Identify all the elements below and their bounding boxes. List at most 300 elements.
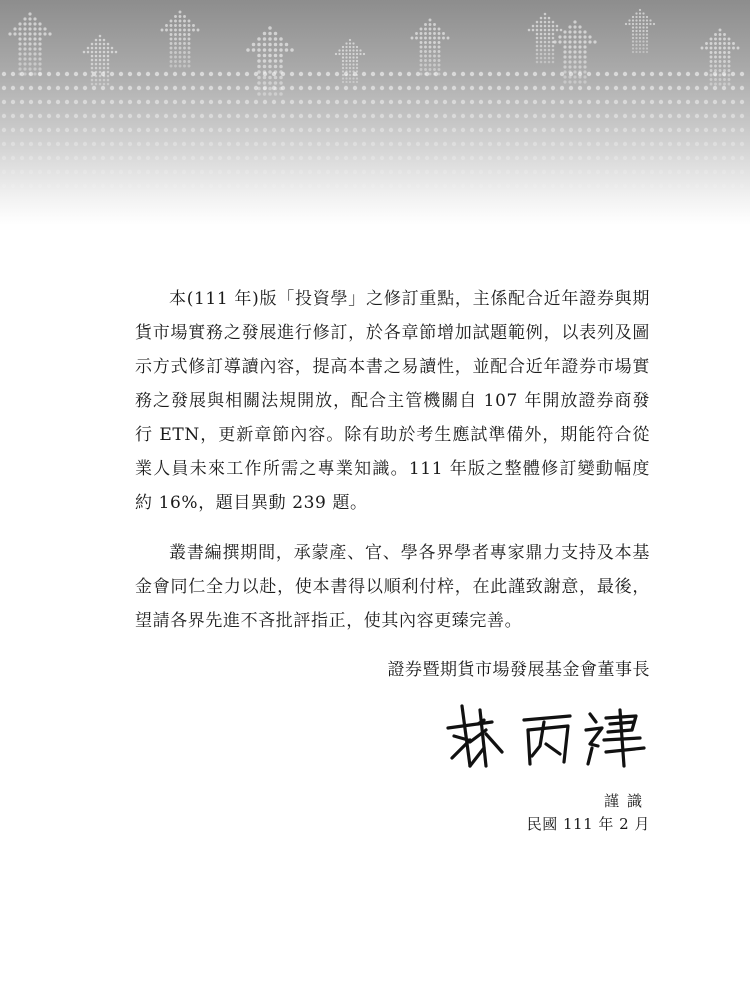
banner-dot [710, 60, 713, 63]
banner-dot [183, 56, 186, 59]
banner-dot [398, 184, 402, 188]
banner-dot [11, 114, 15, 118]
banner-dot [101, 114, 105, 118]
banner-dot [583, 40, 586, 43]
banner-dot [188, 60, 191, 63]
banner-dot [146, 72, 150, 76]
banner-dot [188, 33, 191, 36]
banner-dot [548, 53, 551, 56]
banner-dot [38, 32, 41, 35]
banner-dot [2, 72, 6, 76]
banner-dot [587, 114, 591, 118]
banner-dot [38, 156, 42, 160]
banner-dot [563, 40, 566, 43]
banner-dot [38, 67, 41, 70]
banner-dot [506, 170, 510, 174]
banner-dot [713, 128, 717, 132]
banner-dot [578, 128, 582, 132]
banner-dot [614, 184, 618, 188]
banner-dot [245, 184, 249, 188]
banner-dot [677, 86, 681, 90]
banner-dot [43, 27, 46, 30]
banner-dot [18, 72, 21, 75]
banner-dot [548, 57, 551, 60]
banner-dot [179, 60, 182, 63]
banner-dot [568, 50, 571, 53]
banner-dot [544, 33, 547, 36]
banner-dot [257, 48, 261, 52]
banner-dot [353, 114, 357, 118]
banner-dot [155, 100, 159, 104]
banner-dot [164, 184, 168, 188]
banner-dot [38, 184, 42, 188]
banner-dot [317, 156, 321, 160]
banner-dot [95, 83, 98, 86]
banner-dot [110, 114, 114, 118]
banner-dot [65, 156, 69, 160]
banner-dot [614, 114, 618, 118]
banner-dot [552, 29, 555, 32]
banner-dot [740, 156, 744, 160]
banner-dot [532, 29, 535, 32]
banner-dot [479, 86, 483, 90]
banner-dot [103, 43, 106, 46]
banner-dot [356, 63, 358, 65]
banner-dot [342, 70, 344, 72]
banner-dot [407, 142, 411, 146]
banner-dot [23, 47, 26, 50]
banner-dot [227, 72, 231, 76]
banner-dot [290, 86, 294, 90]
banner-dot [281, 100, 285, 104]
banner-dot [596, 86, 600, 90]
banner-dot [352, 46, 354, 48]
banner-dot [695, 142, 699, 146]
banner-dot [353, 128, 357, 132]
banner-dot [92, 184, 96, 188]
banner-dot [632, 170, 636, 174]
banner-dot [540, 29, 543, 32]
banner-dot [170, 47, 173, 50]
banner-dot [18, 42, 21, 45]
banner-dot [635, 16, 637, 18]
banner-dot [23, 62, 26, 65]
header-banner [0, 0, 750, 225]
banner-dot [99, 75, 102, 78]
banner-dot [443, 100, 447, 104]
banner-dot [434, 100, 438, 104]
banner-dot [623, 156, 627, 160]
banner-dot [356, 53, 358, 55]
banner-dot [183, 24, 186, 27]
banner-dot [722, 156, 726, 160]
banner-dot [686, 156, 690, 160]
signature-icon [440, 700, 650, 770]
banner-dot [263, 76, 267, 80]
banner-dot [568, 40, 571, 43]
banner-dot [704, 156, 708, 160]
banner-dot [515, 114, 519, 118]
banner-dot [353, 100, 357, 104]
banner-dot [420, 46, 423, 49]
banner-dot [174, 65, 177, 68]
banner-dot [642, 33, 644, 35]
banner-dot [245, 100, 249, 104]
banner-dot [380, 100, 384, 104]
banner-dot [563, 35, 566, 38]
banner-dot [536, 49, 539, 52]
banner-dot [29, 184, 33, 188]
banner-dot [731, 170, 735, 174]
banner-dot [578, 60, 581, 63]
banner-dot [632, 26, 634, 28]
banner-dot [236, 128, 240, 132]
banner-dot [91, 71, 94, 74]
banner-dot [398, 142, 402, 146]
banner-dot [641, 184, 645, 188]
banner-dot [47, 72, 51, 76]
banner-dot [719, 69, 722, 72]
banner-dot [362, 100, 366, 104]
banner-dot [362, 114, 366, 118]
banner-dot [28, 57, 31, 60]
banner-dot [268, 76, 272, 80]
banner-dot [587, 184, 591, 188]
banner-dot [714, 69, 717, 72]
banner-dot [420, 37, 423, 40]
banner-dot [356, 77, 358, 79]
banner-dot [11, 156, 15, 160]
banner-dot [91, 47, 94, 50]
banner-dot [569, 114, 573, 118]
banner-dot [164, 114, 168, 118]
banner-dot [173, 170, 177, 174]
banner-dot [416, 86, 420, 90]
banner-dot [33, 62, 36, 65]
banner-dot [723, 56, 726, 59]
banner-dot [335, 72, 339, 76]
banner-dot [420, 28, 423, 31]
banner-dot [345, 46, 347, 48]
banner-dot [650, 114, 654, 118]
banner-dot [23, 17, 26, 20]
banner-dot [119, 156, 123, 160]
banner-dot [686, 184, 690, 188]
banner-dot [389, 170, 393, 174]
banner-dot [659, 72, 663, 76]
banner-dot [443, 114, 447, 118]
banner-dot [74, 114, 78, 118]
banner-dot [548, 61, 551, 64]
banner-dot [326, 72, 330, 76]
banner-dot [345, 56, 347, 58]
banner-dot [317, 100, 321, 104]
banner-dot [257, 70, 261, 74]
banner-dot [183, 29, 186, 32]
banner-dot [429, 46, 432, 49]
banner-dot [20, 100, 24, 104]
banner-dot [639, 26, 641, 28]
banner-dot [719, 60, 722, 63]
banner-dot [218, 170, 222, 174]
banner-dot [164, 170, 168, 174]
banner-dot [74, 170, 78, 174]
banner-dot [650, 72, 654, 76]
banner-dot [714, 38, 717, 41]
banner-dot [723, 47, 726, 50]
banner-dot [544, 49, 547, 52]
banner-dot [218, 128, 222, 132]
banner-dot [563, 60, 566, 63]
banner-dot [433, 64, 436, 67]
banner-dot [245, 86, 249, 90]
banner-dot [635, 47, 637, 49]
banner-dot [2, 156, 6, 160]
banner-dot [344, 184, 348, 188]
banner-dot [352, 74, 354, 76]
banner-dot [254, 100, 258, 104]
banner-dot [533, 86, 537, 90]
banner-dot [424, 64, 427, 67]
banner-dot [540, 45, 543, 48]
banner-dot [91, 63, 94, 66]
banner-dot [279, 48, 283, 52]
banner-dot [407, 114, 411, 118]
banner-dot [209, 114, 213, 118]
banner-dot [573, 25, 576, 28]
banner-dot [650, 170, 654, 174]
banner-dot [563, 75, 566, 78]
banner-dot [344, 86, 348, 90]
banner-dot [83, 142, 87, 146]
banner-dot [420, 68, 423, 71]
banner-dot [714, 47, 717, 50]
banner-dot [200, 170, 204, 174]
banner-dot [722, 86, 726, 90]
banner-dot [290, 156, 294, 160]
banner-dot [349, 56, 351, 58]
banner-dot [713, 184, 717, 188]
banner-dot [719, 78, 722, 81]
banner-dot [188, 38, 191, 41]
banner-dot [497, 184, 501, 188]
banner-dot [578, 65, 581, 68]
banner-dot [56, 128, 60, 132]
banner-dot [639, 33, 641, 35]
banner-dot [713, 100, 717, 104]
banner-dot [563, 65, 566, 68]
banner-dot [704, 170, 708, 174]
banner-dot [420, 55, 423, 58]
banner-dot [632, 184, 636, 188]
banner-dot [87, 51, 90, 54]
banner-dot [649, 19, 651, 21]
banner-dot [170, 65, 173, 68]
banner-dot [33, 52, 36, 55]
banner-dot [740, 86, 744, 90]
banner-dot [65, 128, 69, 132]
banner-dot [560, 170, 564, 174]
banner-dot [137, 128, 141, 132]
banner-dot [552, 53, 555, 56]
banner-dot [362, 142, 366, 146]
banner-dot [497, 142, 501, 146]
banner-dot [146, 114, 150, 118]
banner-dot [425, 156, 429, 160]
banner-dot [179, 42, 182, 45]
banner-dot [635, 40, 637, 42]
banner-dot [91, 67, 94, 70]
banner-dot [587, 128, 591, 132]
banner-dot [578, 156, 582, 160]
banner-dot [161, 29, 164, 32]
banner-dot [470, 170, 474, 174]
banner-dot [174, 29, 177, 32]
banner-dot [174, 42, 177, 45]
banner-dot [290, 114, 294, 118]
banner-dot [506, 142, 510, 146]
banner-dot [107, 51, 110, 54]
banner-dot [111, 47, 114, 50]
banner-dot [308, 128, 312, 132]
banner-dot [719, 47, 722, 50]
banner-dot [356, 56, 358, 58]
banner-dot [722, 114, 726, 118]
banner-dot [713, 86, 717, 90]
banner-dot [542, 170, 546, 174]
banner-dot [563, 55, 566, 58]
banner-dot [632, 86, 636, 90]
banner-dot [263, 43, 267, 47]
banner-dot [568, 75, 571, 78]
banner-dot [146, 86, 150, 90]
banner-dot [137, 170, 141, 174]
banner-dot [677, 114, 681, 118]
banner-dot [641, 142, 645, 146]
banner-dot [563, 80, 566, 83]
banner-dot [605, 72, 609, 76]
banner-dot [686, 100, 690, 104]
banner-dot [442, 37, 445, 40]
banner-dot [65, 170, 69, 174]
banner-dot [101, 100, 105, 104]
banner-dot [342, 67, 344, 69]
banner-dot [704, 72, 708, 76]
banner-dot [299, 86, 303, 90]
banner-dot [506, 72, 510, 76]
banner-dot [218, 156, 222, 160]
banner-dot [227, 100, 231, 104]
banner-dot [274, 54, 278, 58]
banner-dot [556, 29, 559, 32]
banner-dot [714, 33, 717, 36]
banner-dot [639, 51, 641, 53]
banner-dot [209, 184, 213, 188]
banner-dot [425, 170, 429, 174]
banner-dot [28, 62, 31, 65]
banner-dot [434, 142, 438, 146]
banner-dot [443, 142, 447, 146]
banner-dot [345, 81, 347, 83]
banner-dot [183, 15, 186, 18]
banner-dot [536, 21, 539, 24]
banner-dot [452, 128, 456, 132]
banner-dot [470, 100, 474, 104]
banner-dot [380, 184, 384, 188]
banner-dot [639, 37, 641, 39]
banner-dot [731, 86, 735, 90]
banner-dot [596, 170, 600, 174]
banner-dot [536, 57, 539, 60]
banner-dot [263, 142, 267, 146]
banner-dot [20, 114, 24, 118]
banner-dot [188, 47, 191, 50]
banner-dot [200, 100, 204, 104]
banner-dot [416, 128, 420, 132]
banner-dot [632, 51, 634, 53]
banner-dot [359, 49, 361, 51]
banner-dot [246, 48, 250, 52]
banner-dot [28, 42, 31, 45]
banner-dot [533, 184, 537, 188]
banner-dot [429, 68, 432, 71]
banner-dot [263, 100, 267, 104]
banner-dot [227, 128, 231, 132]
banner-dot [23, 32, 26, 35]
banner-dot [83, 51, 86, 54]
banner-dot [155, 142, 159, 146]
banner-dot [371, 114, 375, 118]
banner-dot [710, 38, 713, 41]
banner-dot [95, 47, 98, 50]
banner-dot [713, 156, 717, 160]
banner-dot [705, 47, 708, 50]
banner-dot [533, 114, 537, 118]
banner-dot [342, 46, 344, 48]
banner-dot [353, 142, 357, 146]
banner-dot [723, 42, 726, 45]
banner-dot [497, 100, 501, 104]
banner-dot [103, 83, 106, 86]
banner-dot [338, 49, 340, 51]
banner-dot [182, 142, 186, 146]
banner-dot [155, 128, 159, 132]
banner-dot [28, 22, 31, 25]
banner-dot [710, 47, 713, 50]
banner-dot [573, 65, 576, 68]
banner-dot [95, 51, 98, 54]
banner-dot [20, 170, 24, 174]
banner-dot [479, 100, 483, 104]
banner-dot [279, 59, 283, 63]
banner-dot [416, 184, 420, 188]
banner-dot [338, 53, 340, 55]
banner-dot [137, 72, 141, 76]
banner-dot [192, 29, 195, 32]
banner-dot [443, 128, 447, 132]
banner-dot [424, 28, 427, 31]
banner-dot [170, 42, 173, 45]
banner-dot [353, 170, 357, 174]
banner-dot [362, 184, 366, 188]
banner-dot [420, 32, 423, 35]
banner-dot [737, 47, 740, 50]
banner-dot [263, 32, 267, 36]
banner-dot [552, 25, 555, 28]
banner-dot [544, 37, 547, 40]
banner-dot [254, 156, 258, 160]
banner-dot [335, 184, 339, 188]
